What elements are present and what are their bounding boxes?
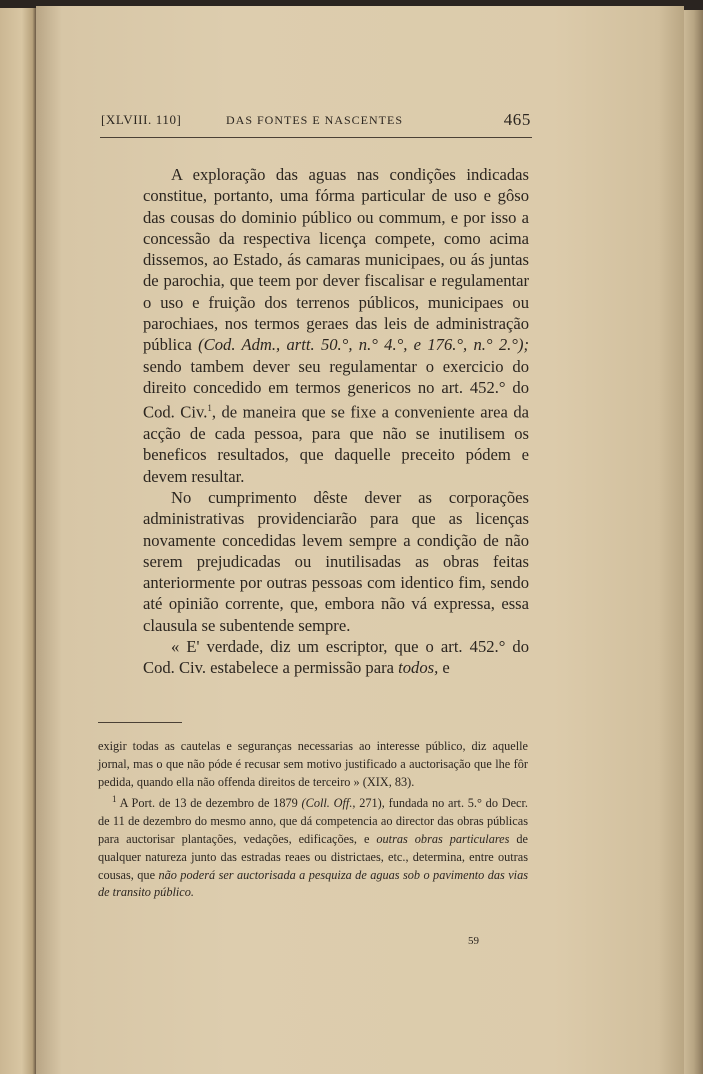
footnote-1-mark: 1 <box>112 794 117 805</box>
main-text <box>143 164 529 679</box>
footnote-continuation: exigir todas as cautelas e seguranças necessarias ao interesse público, diz aquelle jornal, mas o que não póde é recusar sem motivo justificado a auctorisação que lhe fôr pedida, quando ella não offenda direitos de terceiro » (XIX, 83). <box>98 739 528 789</box>
running-title: DAS FONTES E NASCENTES <box>226 113 404 127</box>
fn1-text-a: A Port. de 13 de dezembro de 1879 <box>116 796 302 811</box>
paragraph-2: No cumprimento dêste dever as corporações administrativas providenciarão para que as licenças novamente concedidas levem sempre a condição de não serem prejudicadas ou inutilisadas as obras feitas anteriormente por outras pessoas com identico fim, sendo até opinião corrente, que, embora não vá expressa, essa clausula se subentende sempre. <box>143 487 529 635</box>
signature-mark: 59 <box>468 935 479 947</box>
paragraph-1 <box>143 164 529 487</box>
p3-emphasis: todos, <box>398 658 439 678</box>
fn1-emphasis-2: não poderá ser auctorisada a pesquiza de aguas sob o pavimento das vias de transito público. <box>98 867 528 900</box>
p3-text-a: « E' verdade, diz um escriptor, que o art. 452.° do Cod. Civ. estabelece a permissão para <box>143 637 529 678</box>
fn1-text-c: de qualquer natureza junto das estradas reaes ou districtaes, etc., determina, entre outras cousas, que <box>98 832 528 882</box>
fn1-text-b: 271), fundada no art. 5.° do Decr. de 11 de dezembro do mesmo anno, que dá competencia ao director das obras públicas para auctorisar plantações, vedações, edificações, e <box>98 796 528 847</box>
p1-text-b: sendo tambem dever seu regulamentar o exercicio do direito concedido em termos genericos no art. 452.° do Cod. Civ. <box>143 356 529 422</box>
footnotes <box>98 738 528 902</box>
page-fore-edge <box>684 10 703 1074</box>
paragraph-3 <box>143 636 529 679</box>
fn1-emphasis-1: outras obras particulares <box>376 832 510 847</box>
fn1-ref: (Coll. Off., <box>301 796 356 811</box>
p3-text-b: e <box>438 658 450 678</box>
running-head <box>101 110 531 132</box>
footnote-1 <box>98 791 528 902</box>
p1-text-c: , de maneira que se fixe a conveniente area da acção de cada pessoa, para que não se inutilisem os beneficos resultados, que daquelle preceito pódem e devem resultar. <box>143 402 529 486</box>
chapter-ref: [XLVIII. 110] <box>101 112 182 127</box>
footnote-rule <box>98 722 182 723</box>
book-page <box>36 6 684 1074</box>
header-rule <box>100 137 532 138</box>
p1-text-a: A exploração das aguas nas condições indicadas constitue, portanto, uma fórma particular de uso e gôso das cousas do dominio público ou commum, e por isso a concessão da respectiva licença compete, como acima dissemos, ao Estado, ás camaras municipaes, ou ás juntas de parochia, que teem por dever fiscalisar e regulamentar o uso e fruição dos terrenos públicos, municipaes ou parochiaes, nos termos geraes das leis de administração pública <box>143 165 529 355</box>
footnote-marker: 1 <box>207 403 212 414</box>
page-number: 465 <box>503 110 531 129</box>
p1-legal-ref: (Cod. Adm., artt. 50.°, n.° 4.°, e 176.°, n.° 2.°); <box>198 335 529 355</box>
facing-page-edge <box>0 8 36 1074</box>
